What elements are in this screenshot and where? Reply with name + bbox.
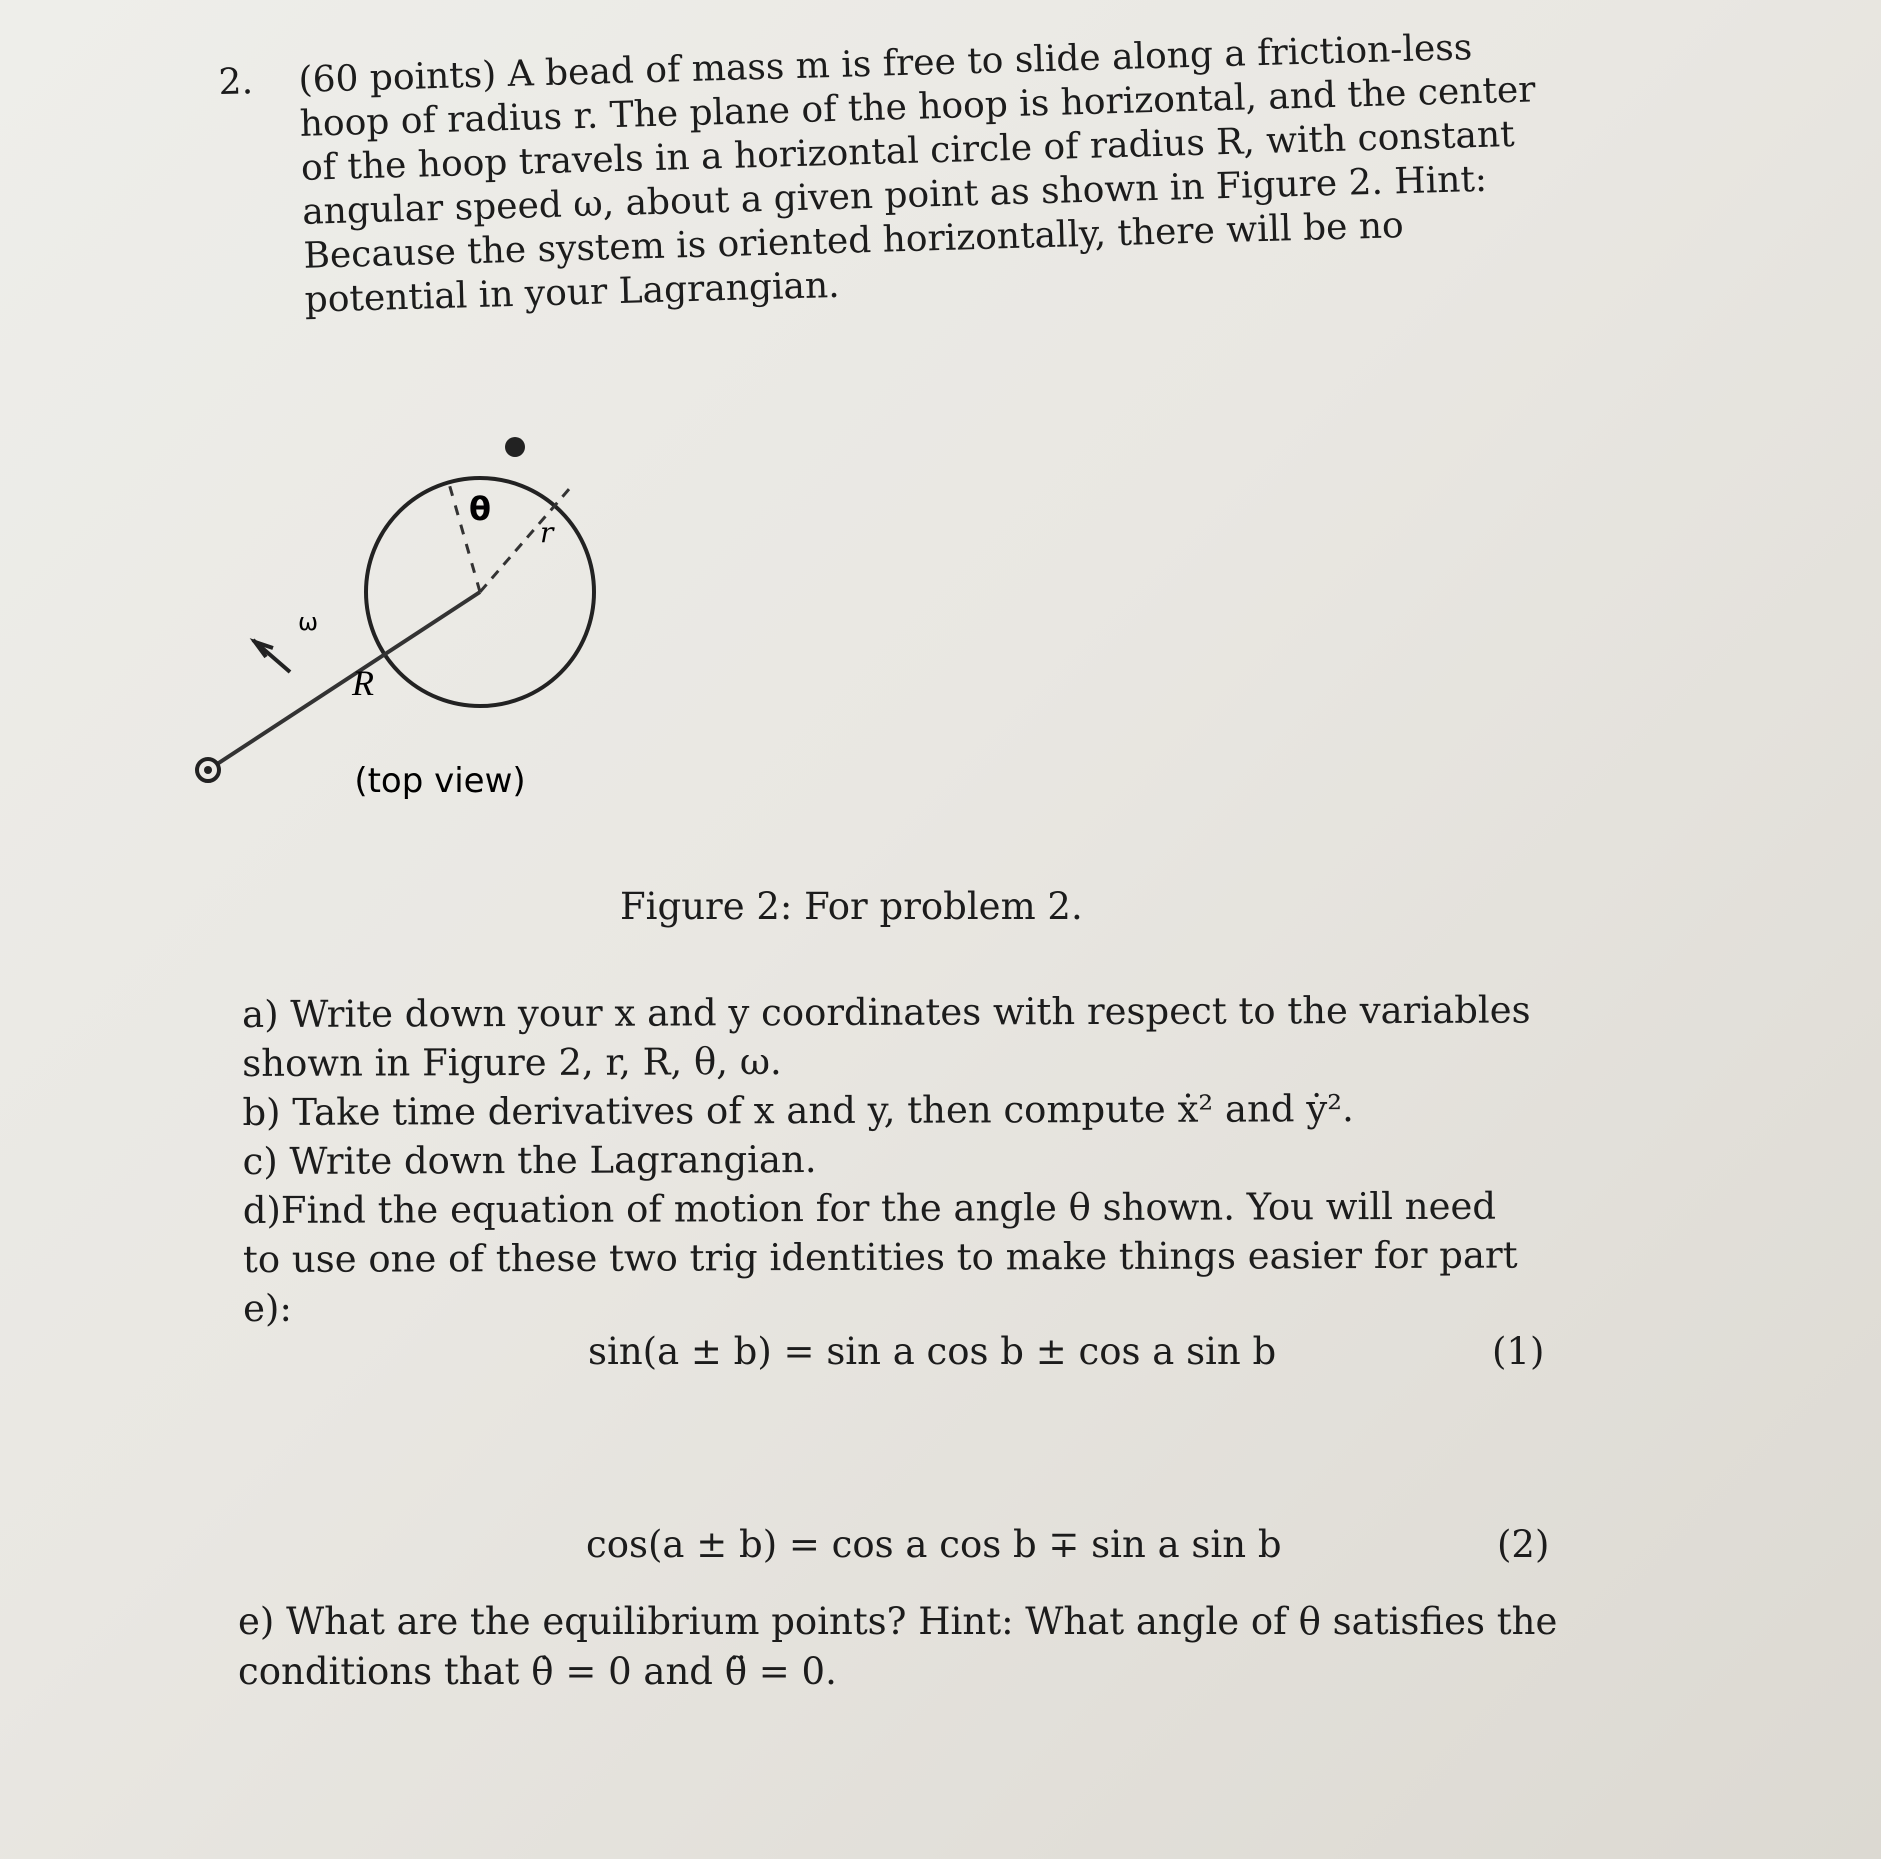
problem-parts bbox=[242, 985, 1543, 1333]
top-view-label: (top view) bbox=[354, 761, 526, 801]
part-d: d)Find the equation of motion for the angle θ shown. You will need to use one of these two trig identities to make things easier for part e): bbox=[242, 1184, 1518, 1330]
hoop-diagram-svg bbox=[180, 430, 620, 830]
figure-hoop-diagram bbox=[180, 430, 620, 830]
arm-line bbox=[208, 592, 480, 770]
part-e-container bbox=[238, 1597, 1568, 1697]
equation-1: sin(a ± b) = sin a cos b ± cos a sin b bbox=[588, 1330, 1277, 1373]
part-b: b) Take time derivatives of x and y, then compute ẋ² and ẏ². bbox=[242, 1087, 1354, 1134]
radius-dashed-line bbox=[480, 488, 570, 592]
equation-2-number: (2) bbox=[1497, 1523, 1550, 1566]
problem-statement bbox=[218, 24, 1555, 324]
part-c: c) Write down the Lagrangian. bbox=[242, 1137, 817, 1183]
problem-text bbox=[218, 24, 1555, 324]
bead bbox=[505, 437, 525, 457]
equation-2: cos(a ± b) = cos a cos b ∓ sin a sin b bbox=[586, 1523, 1282, 1566]
problem-number: 2. bbox=[218, 61, 254, 104]
problem-body: (60 points) A bead of mass m is free to slide along a friction-less hoop of radius r. The plane of the hoop is horizontal, and the center of the hoop travels in a horizontal circle of radius R, with constant angular speed ω, about a given point as shown in Figure 2. Hint: Because the system is oriented horizontally, there will be no potential in your Lagrangian. bbox=[298, 27, 1536, 321]
figure-caption: Figure 2: For problem 2. bbox=[620, 885, 1083, 928]
pivot-center bbox=[204, 766, 212, 774]
omega-arrow-shaft bbox=[253, 640, 290, 672]
omega-label: ω bbox=[297, 608, 319, 636]
theta-label: θ bbox=[469, 490, 491, 528]
R-label: R bbox=[352, 663, 374, 703]
r-label: r bbox=[540, 516, 554, 549]
part-e: e) What are the equilibrium points? Hint: What angle of θ satisfies the conditions that θ̇ = 0 and θ̈ = 0. bbox=[238, 1600, 1558, 1693]
equation-1-number: (1) bbox=[1492, 1330, 1545, 1373]
part-a: a) Write down your x and y coordinates with respect to the variables shown in Figure 2, r, R, θ, ω. bbox=[242, 988, 1531, 1085]
